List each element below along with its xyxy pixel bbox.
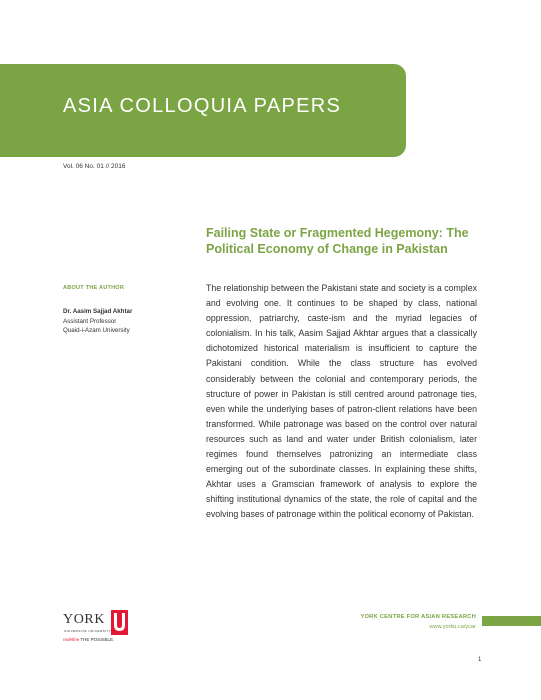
york-university-logo <box>63 610 143 650</box>
logo-subtext: UNIVERSITÉ UNIVERSITY <box>64 629 112 633</box>
centre-url[interactable]: www.yorku.ca/ycar <box>429 624 476 630</box>
author-position: Assistant Professor <box>63 317 117 325</box>
issue-info: Vol. 06 No. 01 // 2016 <box>63 163 126 170</box>
tagline-lead: redefine <box>63 637 80 642</box>
author-institution: Quaid-i-Azam University <box>63 327 130 335</box>
article-title: Failing State or Fragmented Hegemony: The Political Economy of Change in Pakistan <box>206 226 469 256</box>
logo-wordmark: YORK <box>63 612 106 627</box>
footer-accent-bar <box>482 616 541 626</box>
centre-name: YORK CENTRE FOR ASIAN RESEARCH <box>360 614 476 620</box>
author-info <box>63 307 183 336</box>
york-u-mark-icon <box>111 610 128 635</box>
author-name: Dr. Aasim Sajjad Akhtar <box>63 308 133 315</box>
tagline-rest: THE POSSIBLE. <box>79 637 115 642</box>
logo-tagline <box>63 637 114 642</box>
article-abstract: The relationship between the Pakistani state and society is a complex and evolving one. It continues to be shaped by class, national oppression, patriarchy, caste-ism and the myriad legacies of colonialism. In his talk, Aasim Sajjad Akhtar argues that a classically dichotomized historical materialism is insufficient to capture the Pakistani condition. While the class structure has evolved considerably between the colonial and contemporary periods, the structure of power in Pakistan is still centred around patronage ties, even while the underlying bases of patron-client relations have been transformed. While patronage was based on the control over natural resources such as land and water under British colonialism, later regimes found themselves patronizing an intermediate class emerging out of the subordinate classes. In explaining these shifts, Akhtar uses a Gramscian framework of analysis to explore the shifting institutional dynamics of the state, the role of capital and the evolving bases of patronage within the political economy of Pakistan. <box>206 283 477 520</box>
page-number: 1 <box>478 657 482 663</box>
series-title: ASIA COLLOQUIA PAPERS <box>63 95 342 117</box>
about-author-heading: ABOUT THE AUTHOR <box>63 285 125 291</box>
